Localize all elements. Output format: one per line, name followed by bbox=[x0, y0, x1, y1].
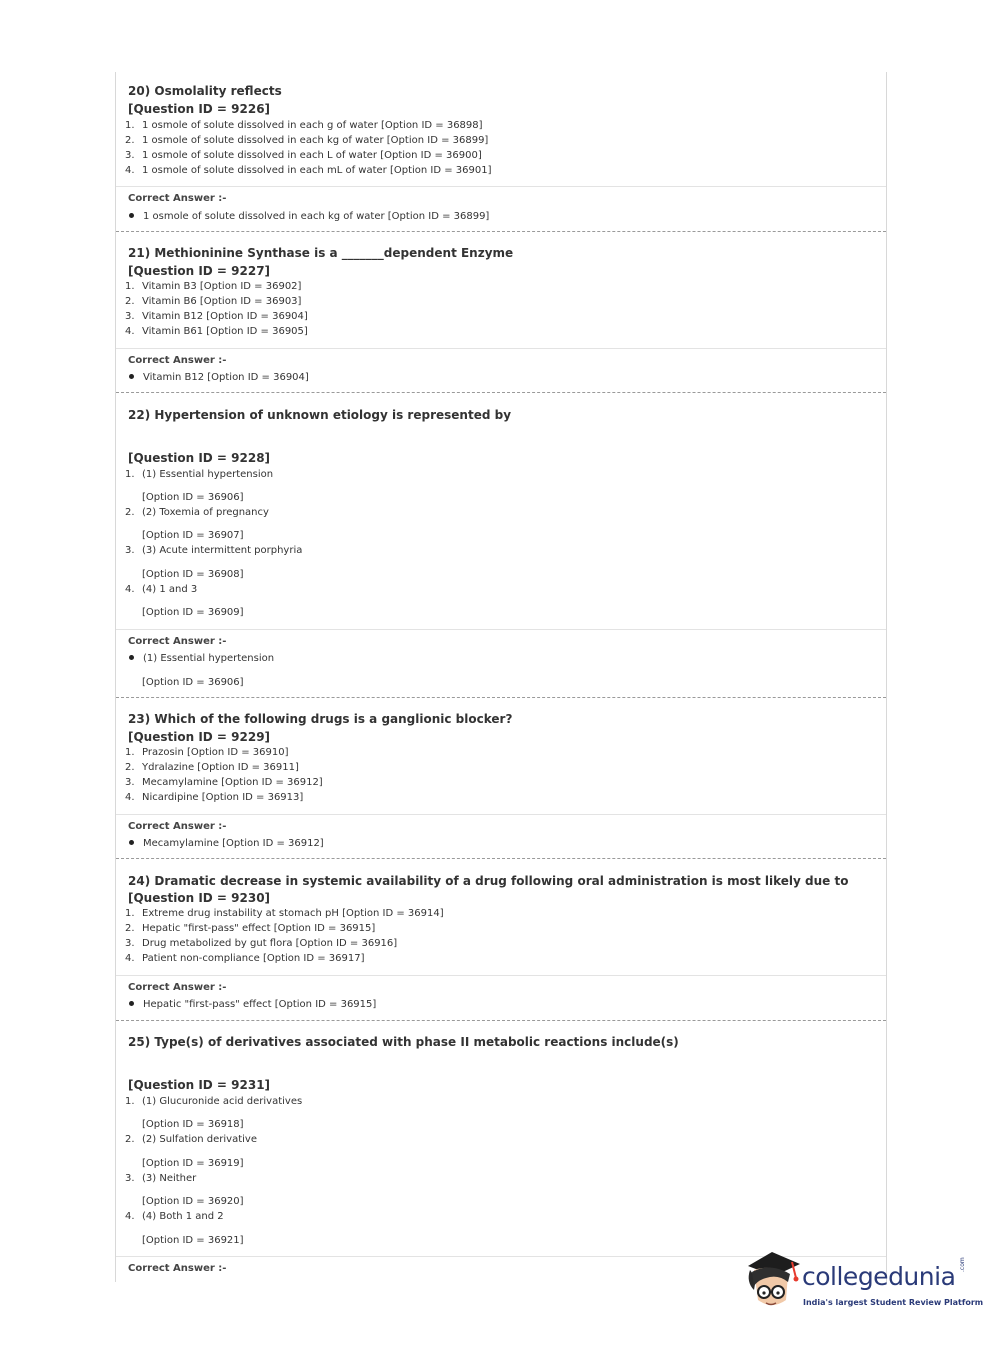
question-title: 20) Osmolality reflects bbox=[128, 84, 282, 98]
option-item: 1. 1 osmole of solute dissolved in each g of water [Option ID = 36898] bbox=[125, 120, 483, 131]
brand-suffix: .com bbox=[959, 1257, 966, 1272]
option-id: [Option ID = 36921] bbox=[142, 1235, 244, 1246]
exam-sheet bbox=[115, 72, 887, 1282]
question-id: [Question ID = 9231] bbox=[128, 1078, 271, 1092]
option-id: [Option ID = 36907] bbox=[142, 530, 244, 541]
option-item: 1. (1) Essential hypertension bbox=[125, 469, 274, 480]
correct-answer-label: Correct Answer :- bbox=[128, 355, 227, 366]
divider bbox=[116, 186, 886, 187]
option-id: [Option ID = 36920] bbox=[142, 1196, 244, 1207]
correct-answer-label: Correct Answer :- bbox=[128, 1263, 227, 1274]
option-id: [Option ID = 36909] bbox=[142, 607, 244, 618]
option-item: 3. (3) Neither bbox=[125, 1173, 197, 1184]
option-item: 1. Vitamin B3 [Option ID = 36902] bbox=[125, 281, 302, 292]
correct-answer: Hepatic "first-pass" effect [Option ID = 36915] bbox=[128, 999, 376, 1010]
option-item: 3. Mecamylamine [Option ID = 36912] bbox=[125, 777, 323, 788]
option-item: 3. 1 osmole of solute dissolved in each L of water [Option ID = 36900] bbox=[125, 150, 482, 161]
correct-answer-label: Correct Answer :- bbox=[128, 636, 227, 647]
option-item: 2. Vitamin B6 [Option ID = 36903] bbox=[125, 296, 302, 307]
correct-answer-label: Correct Answer :- bbox=[128, 821, 227, 832]
option-item: 2. Ydralazine [Option ID = 36911] bbox=[125, 762, 299, 773]
question-title: 25) Type(s) of derivatives associated with phase II metabolic reactions include(s) bbox=[128, 1035, 679, 1049]
divider bbox=[116, 629, 886, 630]
correct-answer-label: Correct Answer :- bbox=[128, 193, 227, 204]
mascot-icon bbox=[742, 1248, 804, 1320]
option-item: 2. Hepatic "first-pass" effect [Option ID = 36915] bbox=[125, 923, 376, 934]
bullet-icon bbox=[129, 840, 134, 845]
option-item: 2. 1 osmole of solute dissolved in each kg of water [Option ID = 36899] bbox=[125, 135, 489, 146]
question-title: 22) Hypertension of unknown etiology is represented by bbox=[128, 408, 512, 422]
question-id: [Question ID = 9229] bbox=[128, 730, 271, 744]
option-item: 1. Prazosin [Option ID = 36910] bbox=[125, 747, 289, 758]
bullet-icon bbox=[129, 213, 134, 218]
divider bbox=[116, 814, 886, 815]
brand-tagline: India's largest Student Review Platform bbox=[803, 1298, 984, 1307]
option-item: 4. Nicardipine [Option ID = 36913] bbox=[125, 792, 304, 803]
question-title: 23) Which of the following drugs is a ganglionic blocker? bbox=[128, 712, 513, 726]
bullet-icon bbox=[129, 374, 134, 379]
question-separator bbox=[116, 231, 886, 232]
question-separator bbox=[116, 1020, 886, 1021]
option-item: 2. (2) Sulfation derivative bbox=[125, 1134, 257, 1145]
option-id: [Option ID = 36919] bbox=[142, 1158, 244, 1169]
correct-answer: 1 osmole of solute dissolved in each kg of water [Option ID = 36899] bbox=[128, 211, 489, 222]
correct-answer-label: Correct Answer :- bbox=[128, 982, 227, 993]
question-title: 24) Dramatic decrease in systemic availability of a drug following oral administration is most likely due to bbox=[128, 874, 849, 888]
option-item: 1. (1) Glucuronide acid derivatives bbox=[125, 1096, 303, 1107]
question-id: [Question ID = 9227] bbox=[128, 264, 271, 278]
correct-answer: Vitamin B12 [Option ID = 36904] bbox=[128, 372, 309, 383]
option-id: [Option ID = 36906] bbox=[142, 492, 244, 503]
divider bbox=[116, 975, 886, 976]
option-item: 1. Extreme drug instability at stomach pH [Option ID = 36914] bbox=[125, 908, 444, 919]
question-separator bbox=[116, 697, 886, 698]
option-item: 2. (2) Toxemia of pregnancy bbox=[125, 507, 269, 518]
option-item: 3. Vitamin B12 [Option ID = 36904] bbox=[125, 311, 308, 322]
option-id: [Option ID = 36908] bbox=[142, 569, 244, 580]
option-item: 3. Drug metabolized by gut flora [Option ID = 36916] bbox=[125, 938, 398, 949]
collegedunia-logo bbox=[742, 1248, 984, 1320]
option-item: 3. (3) Acute intermittent porphyria bbox=[125, 545, 303, 556]
bullet-icon bbox=[129, 655, 134, 660]
option-item: 4. (4) Both 1 and 2 bbox=[125, 1211, 224, 1222]
divider bbox=[116, 348, 886, 349]
question-separator bbox=[116, 392, 886, 393]
question-id: [Question ID = 9226] bbox=[128, 102, 271, 116]
bullet-icon bbox=[129, 1001, 134, 1006]
brand-name: collegedunia bbox=[802, 1262, 956, 1291]
correct-answer-option-id: [Option ID = 36906] bbox=[142, 677, 244, 688]
option-item: 4. (4) 1 and 3 bbox=[125, 584, 198, 595]
correct-answer: Mecamylamine [Option ID = 36912] bbox=[128, 838, 324, 849]
option-item: 4. 1 osmole of solute dissolved in each mL of water [Option ID = 36901] bbox=[125, 165, 492, 176]
question-separator bbox=[116, 858, 886, 859]
option-item: 4. Vitamin B61 [Option ID = 36905] bbox=[125, 326, 308, 337]
question-title: 21) Methioninine Synthase is a _______dependent Enzyme bbox=[128, 246, 514, 260]
option-id: [Option ID = 36918] bbox=[142, 1119, 244, 1130]
option-item: 4. Patient non-compliance [Option ID = 36917] bbox=[125, 953, 365, 964]
question-id: [Question ID = 9228] bbox=[128, 451, 271, 465]
correct-answer: (1) Essential hypertension bbox=[128, 653, 274, 664]
question-id: [Question ID = 9230] bbox=[128, 891, 271, 905]
